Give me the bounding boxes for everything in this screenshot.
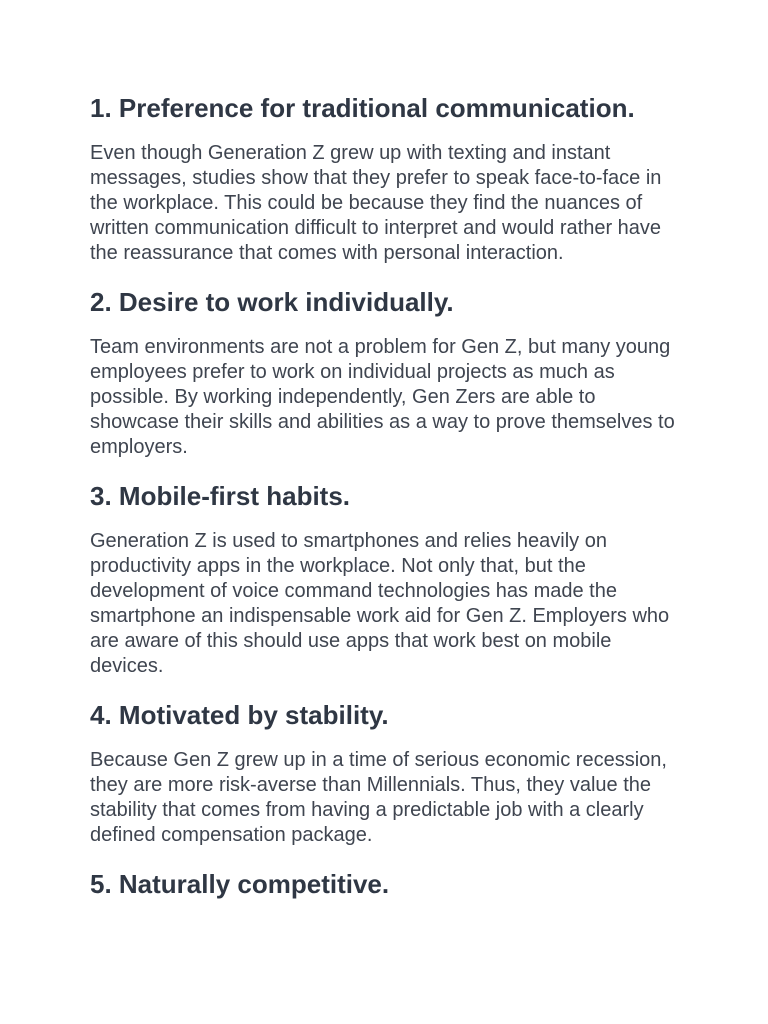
document-section [90,701,682,848]
section-paragraph: Generation Z is used to smartphones and relies heavily on productivity apps in the workplace. Not only that, but the development of voice command technologies has made the smartphone an indispensable work aid for Gen Z. Employers who are aware of this should use apps that work best on mobile devices. [90,530,670,678]
section-paragraph: Because Gen Z grew up in a time of serious economic recession, they are more risk-averse than Millennials. Thus, they value the stability that comes from having a predictable job with a clearly defined compensation package. [90,749,667,847]
section-heading: 2. Desire to work individually. [90,287,454,318]
document-section [90,288,682,460]
section-paragraph: Even though Generation Z grew up with texting and instant messages, studies show that they prefer to speak face-to-face in the workplace. This could be because they find the nuances of written communication difficult to interpret and would rather have the reassurance that comes with personal interaction. [90,142,662,265]
section-heading: 1. Preference for traditional communication. [90,93,635,123]
document-section [90,94,682,266]
document-section [90,482,682,679]
section-paragraph: Team environments are not a problem for Gen Z, but many young employees prefer to work on individual projects as much as possible. By working independently, Gen Zers are able to showcase their skills and abilities as a way to prove themselves to employers. [90,336,675,459]
document-section [90,870,682,899]
section-heading: 5. Naturally competitive. [90,869,390,900]
section-heading: 3. Mobile-first habits. [90,481,351,512]
section-heading: 4. Motivated by stability. [90,700,389,731]
